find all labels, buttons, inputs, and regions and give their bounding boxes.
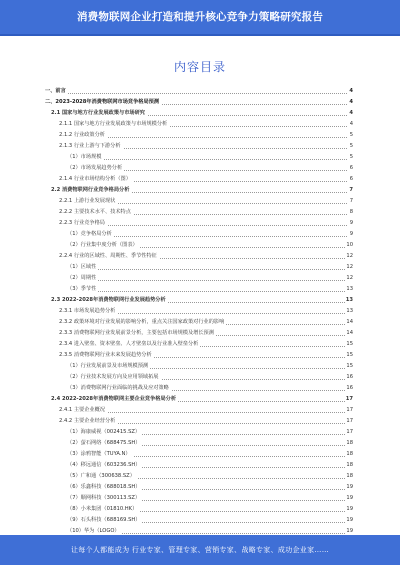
toc-entry-text: 二、2023-2028年消费物联网市场竞争格局预测 bbox=[45, 97, 161, 108]
toc-entry-text: （6）乐鑫科技（688018.SH） bbox=[67, 482, 142, 493]
toc-entry-page: 15 bbox=[345, 350, 353, 361]
toc-entry-page: 17 bbox=[345, 405, 353, 416]
toc-entry[interactable] bbox=[45, 306, 353, 317]
footer-banner bbox=[0, 535, 400, 565]
toc-entry[interactable] bbox=[45, 273, 353, 284]
toc-list bbox=[45, 86, 353, 537]
toc-entry-page: 12 bbox=[345, 251, 353, 262]
toc-entry[interactable] bbox=[45, 251, 353, 262]
toc-entry[interactable] bbox=[45, 438, 353, 449]
toc-entry-page: 4 bbox=[348, 108, 353, 119]
toc-entry-text: （1）海康威视（002415.SZ） bbox=[67, 427, 142, 438]
toc-entry-page: 4 bbox=[348, 97, 353, 108]
toc-entry[interactable] bbox=[45, 196, 353, 207]
toc-entry-page: 17 bbox=[345, 427, 353, 438]
toc-entry[interactable] bbox=[45, 471, 353, 482]
toc-entry-page: 7 bbox=[349, 196, 353, 207]
toc-entry-page: 12 bbox=[345, 273, 353, 284]
toc-entry[interactable] bbox=[45, 218, 353, 229]
header-banner bbox=[0, 0, 400, 36]
toc-entry-page: 17 bbox=[345, 394, 353, 405]
toc-entry-text: （3）季节性 bbox=[67, 284, 98, 295]
toc-entry-text: 2.2.2 主要技术水平、技术特点 bbox=[59, 207, 133, 218]
toc-entry[interactable] bbox=[45, 130, 353, 141]
toc-entry-page: 15 bbox=[345, 361, 353, 372]
report-title: 消费物联网企业打造和提升核心竞争力策略研究报告 bbox=[76, 11, 324, 23]
toc-entry[interactable] bbox=[45, 394, 353, 405]
toc-entry[interactable] bbox=[45, 229, 353, 240]
toc-entry-page: 13 bbox=[345, 284, 353, 295]
toc-entry-text: （1）市场规模 bbox=[67, 152, 103, 163]
toc-entry-page: 18 bbox=[345, 438, 353, 449]
toc-entry-page: 13 bbox=[345, 306, 353, 317]
toc-entry[interactable] bbox=[45, 86, 353, 97]
toc-entry-page: 16 bbox=[345, 383, 353, 394]
toc-entry-text: 2.4 2022-2028年消费物联网主要企业竞争格局分析 bbox=[51, 394, 178, 405]
toc-entry-text: 2.4.2 主要企业经营分析 bbox=[59, 416, 117, 427]
toc-entry-text: （5）广和通（300638.SZ） bbox=[67, 471, 137, 482]
toc-entry-page: 13 bbox=[345, 295, 353, 306]
toc-leader-dots bbox=[67, 291, 347, 292]
toc-entry[interactable] bbox=[45, 416, 353, 427]
toc-entry[interactable] bbox=[45, 97, 353, 108]
toc-entry[interactable] bbox=[45, 141, 353, 152]
toc-entry-page: 8 bbox=[349, 207, 353, 218]
toc-entry-text: （9）石头科技（688169.SH） bbox=[67, 515, 142, 526]
toc-entry[interactable] bbox=[45, 295, 353, 306]
toc-entry-text: （8）小米集团（01810.HK） bbox=[67, 504, 139, 515]
toc-entry-page: 12 bbox=[345, 262, 353, 273]
toc-entry-text: 2.2.1 上游行业发展现状 bbox=[59, 196, 117, 207]
toc-entry[interactable] bbox=[45, 339, 353, 350]
toc-entry-page: 6 bbox=[349, 163, 353, 174]
toc-entry-text: （10）华为（LOGO） bbox=[67, 526, 122, 537]
toc-entry-page: 5 bbox=[349, 130, 353, 141]
toc-entry-page: 17 bbox=[345, 416, 353, 427]
toc-entry-text: 2.2.3 行业竞争格局 bbox=[59, 218, 107, 229]
toc-entry-page: 19 bbox=[345, 526, 353, 537]
toc-entry-text: （3）消费物联网行业面临的挑战及应对策略 bbox=[67, 383, 171, 394]
toc-entry[interactable] bbox=[45, 328, 353, 339]
toc-entry-text: 2.3.4 进入壁垒、资本壁垒、人才壁垒以及行业准入壁垒分析 bbox=[59, 339, 200, 350]
toc-entry-text: 2.2.4 行业的区域性、周期性、季节性特征 bbox=[59, 251, 159, 262]
toc-entry[interactable] bbox=[45, 427, 353, 438]
toc-entry-text: 2.3.2 政策环境对行业发展的影响分析，重点关注国家政策对行业的影响 bbox=[59, 317, 226, 328]
toc-entry-text: （2）行业技术发展方向及应用领域拓展 bbox=[67, 372, 161, 383]
toc-entry[interactable] bbox=[45, 108, 353, 119]
toc-entry-page: 9 bbox=[349, 218, 353, 229]
toc-entry-text: 2.1.2 行业政策分析 bbox=[59, 130, 107, 141]
toc-entry-text: 2.1.4 行业市场结构分析（图） bbox=[59, 174, 133, 185]
toc-leader-dots bbox=[67, 280, 347, 281]
toc-entry-text: 2.2 消费物联网行业竞争格局分析 bbox=[51, 185, 131, 196]
toc-entry[interactable] bbox=[45, 383, 353, 394]
toc-entry-page: 15 bbox=[345, 339, 353, 350]
toc-entry-page: 5 bbox=[349, 152, 353, 163]
toc-entry[interactable] bbox=[45, 284, 353, 295]
toc-entry-page: 4 bbox=[348, 86, 353, 97]
toc-entry-page: 7 bbox=[348, 185, 353, 196]
toc-entry[interactable] bbox=[45, 350, 353, 361]
toc-entry-text: （3）涂鸦智能（TUYA.N） bbox=[67, 449, 133, 460]
toc-entry-text: 2.3.1 市场发展趋势分析 bbox=[59, 306, 117, 317]
toc-entry-page: 19 bbox=[345, 482, 353, 493]
toc-entry[interactable] bbox=[45, 185, 353, 196]
toc-entry-text: （2）周期性 bbox=[67, 273, 98, 284]
toc-entry-text: （1）区域性 bbox=[67, 262, 98, 273]
toc-leader-dots bbox=[67, 269, 347, 270]
toc-entry-page: 10 bbox=[345, 240, 353, 251]
toc-entry[interactable] bbox=[45, 240, 353, 251]
toc-entry[interactable] bbox=[45, 262, 353, 273]
toc-entry-text: 2.1.1 国家与地方行业发展政策与市场规模分析 bbox=[59, 119, 169, 130]
toc-entry[interactable] bbox=[45, 119, 353, 130]
toc-entry-text: 2.4.1 主要企业概况 bbox=[59, 405, 107, 416]
toc-title: 内容目录 bbox=[173, 60, 226, 74]
toc-entry-text: 一、前言 bbox=[45, 86, 68, 97]
toc-entry-page: 16 bbox=[345, 372, 353, 383]
toc-entry-page: 19 bbox=[345, 515, 353, 526]
toc-entry-page: 5 bbox=[349, 141, 353, 152]
toc-entry-text: 2.1.3 行业上游与下游分析 bbox=[59, 141, 123, 152]
toc-entry[interactable] bbox=[45, 482, 353, 493]
toc-entry-text: （2）行业集中度分析（图表） bbox=[67, 240, 140, 251]
toc-entry-text: （4）移远通信（603236.SH） bbox=[67, 460, 142, 471]
toc-entry[interactable] bbox=[45, 515, 353, 526]
toc-entry-page: 18 bbox=[345, 471, 353, 482]
toc-entry-text: （2）萤石网络（688475.SH） bbox=[67, 438, 142, 449]
toc-entry-text: 2.3.3 消费物联网行业发展前景分析，主要包括市场规模及增长预测 bbox=[59, 328, 216, 339]
toc-entry-page: 14 bbox=[345, 328, 353, 339]
toc-entry-text: 2.3.5 消费物联网行业未来发展趋势分析 bbox=[59, 350, 154, 361]
toc-leader-dots bbox=[45, 93, 347, 94]
toc-entry-page: 14 bbox=[345, 317, 353, 328]
toc-entry[interactable] bbox=[45, 207, 353, 218]
toc-entry-page: 4 bbox=[349, 119, 353, 130]
toc-entry-page: 6 bbox=[349, 174, 353, 185]
toc-entry-text: （1）行业发展前景及市场规模预测 bbox=[67, 361, 150, 372]
footer-slogan: 让每个人都能成为 行业专家、管理专家、营销专家、战略专家、成功企业家…… bbox=[70, 546, 330, 554]
toc-entry-page: 19 bbox=[345, 504, 353, 515]
toc-leader-dots bbox=[67, 159, 347, 160]
toc-entry[interactable] bbox=[45, 152, 353, 163]
toc-entry[interactable] bbox=[45, 449, 353, 460]
toc-entry[interactable] bbox=[45, 372, 353, 383]
toc-entry-text: （7）顺网科技（300113.SZ） bbox=[67, 493, 142, 504]
toc-entry-text: 2.3 2022-2028年消费物联网行业发展趋势分析 bbox=[51, 295, 168, 306]
toc-entry[interactable] bbox=[45, 163, 353, 174]
toc-entry-text: 2.1 国家与地方行业发展政策与市场研究 bbox=[51, 108, 147, 119]
toc-entry-page: 19 bbox=[345, 493, 353, 504]
toc-entry[interactable] bbox=[45, 361, 353, 372]
toc-entry-page: 18 bbox=[345, 460, 353, 471]
toc-entry[interactable] bbox=[45, 460, 353, 471]
toc-entry[interactable] bbox=[45, 174, 353, 185]
toc-entry-page: 18 bbox=[345, 449, 353, 460]
toc-entry[interactable] bbox=[45, 317, 353, 328]
toc-entry[interactable] bbox=[45, 504, 353, 515]
toc-entry[interactable] bbox=[45, 405, 353, 416]
toc-entry-page: 9 bbox=[349, 229, 353, 240]
toc-entry-text: （2）市场发展趋势分析 bbox=[67, 163, 124, 174]
toc-entry-text: （1）竞争格局分析 bbox=[67, 229, 114, 240]
toc-entry[interactable] bbox=[45, 493, 353, 504]
